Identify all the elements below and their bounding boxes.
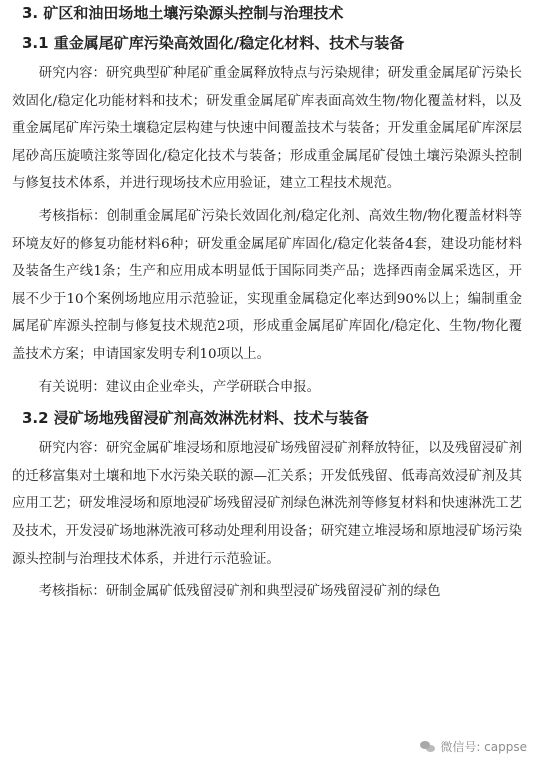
watermark-text: 微信号: cappse (440, 740, 527, 754)
paragraph-research-content: 研究内容：研究金属矿堆浸场和原地浸矿场残留浸矿剂释放特征，以及残留浸矿剂的迁移富集对土壤和地下水污染关联的源—汇关系；开发低残留、低毒高效浸矿剂及其应用工艺；研发堆浸场和原地浸矿场残留浸矿剂绿色淋洗剂等修复材料和快速淋洗工艺及技术，开发浸矿场地淋洗液可移动处理利用设备；研究建立堆浸场和原地浸矿场污染源头控制与治理技术体系，并进行示范验证。 (12, 441, 522, 567)
watermark (417, 737, 530, 756)
paragraph-notes: 有关说明：建议由企业牵头，产学研联合申报。 (38, 379, 320, 395)
paragraph-assessment-indicators: 考核指标：研制金属矿低残留浸矿剂和典型浸矿场残留浸矿剂的绿色 (38, 584, 441, 600)
subsection-heading-3-2: 3.2 浸矿场地残留浸矿剂高效淋洗材料、技术与装备 (22, 409, 369, 428)
subsection-heading-3-1: 3.1 重金属尾矿库污染高效固化/稳定化材料、技术与装备 (22, 34, 405, 52)
wechat-icon (420, 740, 436, 753)
paragraph-assessment-indicators: 考核指标：创制重金属尾矿污染长效固化剂/稳定化剂、高效生物/物化覆盖材料等环境友好的修复功能材料6种；研发重金属尾矿库固化/稳定化装备4套，建设功能材料及装备生产线1条；生产和应用成本明显低于国际同类产品；选择西南金属采选区，开展不少于10个案例场地应用示范验证，实现重金属稳定化率达到90%以上；编制重金属尾矿库源头控制与修复技术规范2项，形成重金属尾矿库固化/稳定化、生物/物化覆盖技术方案；申请国家发明专利10项以上。 (12, 208, 522, 362)
paragraph-research-content: 研究内容：研究典型矿种尾矿重金属释放特点与污染规律；研发重金属尾矿污染长效固化/稳定化功能材料和技术；研发重金属尾矿库表面高效生物/物化覆盖材料，以及重金属尾矿库污染土壤稳定层构建与快速中间覆盖技术与装备；开发重金属尾矿库深层尾砂高压旋喷注浆等固化/稳定化技术与装备；形成重金属尾矿侵蚀土壤污染源头控制与修复技术体系，并进行现场技术应用验证，建立工程技术规范。 (12, 66, 522, 192)
section-heading: 3. 矿区和油田场地土壤污染源头控制与治理技术 (22, 4, 344, 22)
